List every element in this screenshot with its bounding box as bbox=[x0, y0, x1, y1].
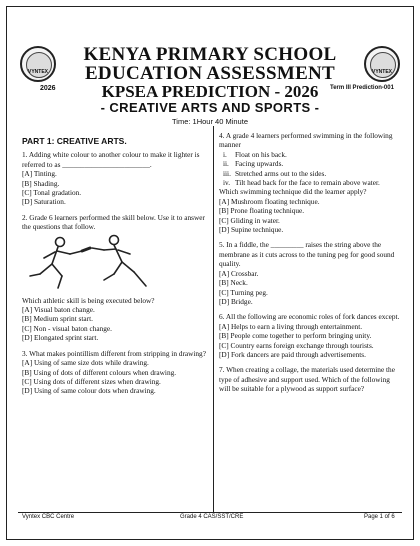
question-3 bbox=[22, 349, 208, 396]
question-4 bbox=[219, 131, 401, 234]
step-item: ii. Facing upwards. bbox=[223, 159, 284, 169]
option-a: [A] Tinting. bbox=[22, 169, 57, 179]
term-label: Term III Prediction-001 bbox=[330, 85, 394, 91]
question-stem: 3. What makes pointillism different from stripping in drawing? bbox=[22, 348, 206, 358]
question-text: Which swimming technique did the learner apply? bbox=[219, 187, 367, 197]
question-stem: 5. In a fiddle, the _________ raises the string above the membrane as it cuts across to the tuning peg for good sound quality. bbox=[219, 240, 395, 269]
footer-centre-name: Vyntex CBC Centre bbox=[22, 514, 75, 520]
option-d: [D] Saturation. bbox=[22, 197, 66, 207]
question-stem: 4. A grade 4 learners performed swimming in the following manner bbox=[219, 131, 393, 150]
option-b: [B] Medium sprint start. bbox=[22, 314, 93, 324]
subject-title: - CREATIVE ARTS AND SPORTS - bbox=[100, 100, 320, 115]
option-b: [B] Using of dots of different colours when drawing. bbox=[22, 367, 177, 377]
school-logo-left: VYNTEX bbox=[20, 46, 56, 82]
question-6 bbox=[219, 312, 401, 359]
option-a: [A] Mushroom floating technique. bbox=[219, 196, 320, 206]
exam-time: Time: 1Hour 40 Minute bbox=[171, 117, 248, 126]
step-item: iv. Tilt head back for the face to remain above water. bbox=[223, 178, 380, 188]
option-a: [A] Visual baton change. bbox=[22, 305, 95, 315]
question-stem: 7. When creating a collage, the materials used determine the type of adhesive and support used. Which of the following will be suitable for a plywood as support surface? bbox=[219, 365, 395, 394]
option-a: [A] Using of same size dots while drawing. bbox=[22, 358, 149, 368]
option-d: [D] Elongated sprint start. bbox=[22, 333, 99, 343]
option-a: [A] Helps to earn a living through entertainment. bbox=[219, 321, 363, 331]
option-b: [B] Prone floating technique. bbox=[219, 206, 305, 216]
steps-list bbox=[219, 150, 401, 188]
question-stem: 1. Adding white colour to another colour to make it lighter is referred to as ________________________. bbox=[22, 150, 200, 169]
option-d: [D] Using of same colour dots when drawing. bbox=[22, 386, 156, 396]
option-c: [C] Tonal gradation. bbox=[22, 188, 82, 198]
option-d: [D] Supine technique. bbox=[219, 225, 284, 235]
option-c: [C] Turning peg. bbox=[219, 287, 268, 297]
question-7 bbox=[219, 365, 401, 393]
title-line-2: EDUCATION ASSESSMENT bbox=[84, 63, 336, 84]
footer-divider bbox=[18, 512, 402, 513]
question-1 bbox=[22, 150, 208, 206]
column-divider bbox=[213, 126, 214, 512]
option-d: [D] Fork dancers are paid through advertisements. bbox=[219, 349, 366, 359]
title-line-3: KPSEA PREDICTION - 2026 bbox=[101, 82, 319, 101]
school-logo-right: VYNTEX bbox=[364, 46, 400, 82]
question-5 bbox=[219, 240, 401, 306]
question-text: Which athletic skill is being executed below? bbox=[22, 295, 155, 305]
option-b: [B] Shading. bbox=[22, 178, 60, 188]
option-c: [C] Non - visual baton change. bbox=[22, 323, 112, 333]
relay-baton-illustration bbox=[22, 234, 172, 292]
option-a: [A] Crossbar. bbox=[219, 268, 259, 278]
footer-grade: Grade 4 CAS/SST/CRE bbox=[180, 514, 244, 520]
option-c: [C] Using dots of different sizes when drawing. bbox=[22, 376, 161, 386]
footer-page-number: Page 1 of 6 bbox=[364, 514, 395, 520]
title-line-1: KENYA PRIMARY SCHOOL bbox=[83, 44, 337, 65]
option-c: [C] Country earns foreign exchange through tourists. bbox=[219, 340, 374, 350]
question-stem: 6. All the following are economic roles of fork dances except. bbox=[219, 312, 400, 322]
option-c: [C] Gliding in water. bbox=[219, 215, 280, 225]
exam-header bbox=[0, 0, 420, 136]
question-stem: 2. Grade 6 learners performed the skill below. Use it to answer the questions that follow. bbox=[22, 212, 205, 232]
part-title: PART 1: CREATIVE ARTS. bbox=[22, 136, 127, 146]
step-item: i. Float on his back. bbox=[223, 149, 287, 159]
year-label: 2026 bbox=[40, 85, 56, 92]
option-b: [B] Neck. bbox=[219, 278, 248, 288]
step-item: iii. Stretched arms out to the sides. bbox=[223, 168, 327, 178]
right-column bbox=[219, 131, 401, 400]
option-b: [B] People come together to perform bringing unity. bbox=[219, 331, 372, 341]
question-2 bbox=[22, 213, 208, 343]
left-column bbox=[22, 131, 208, 402]
option-d: [D] Bridge. bbox=[219, 296, 253, 306]
